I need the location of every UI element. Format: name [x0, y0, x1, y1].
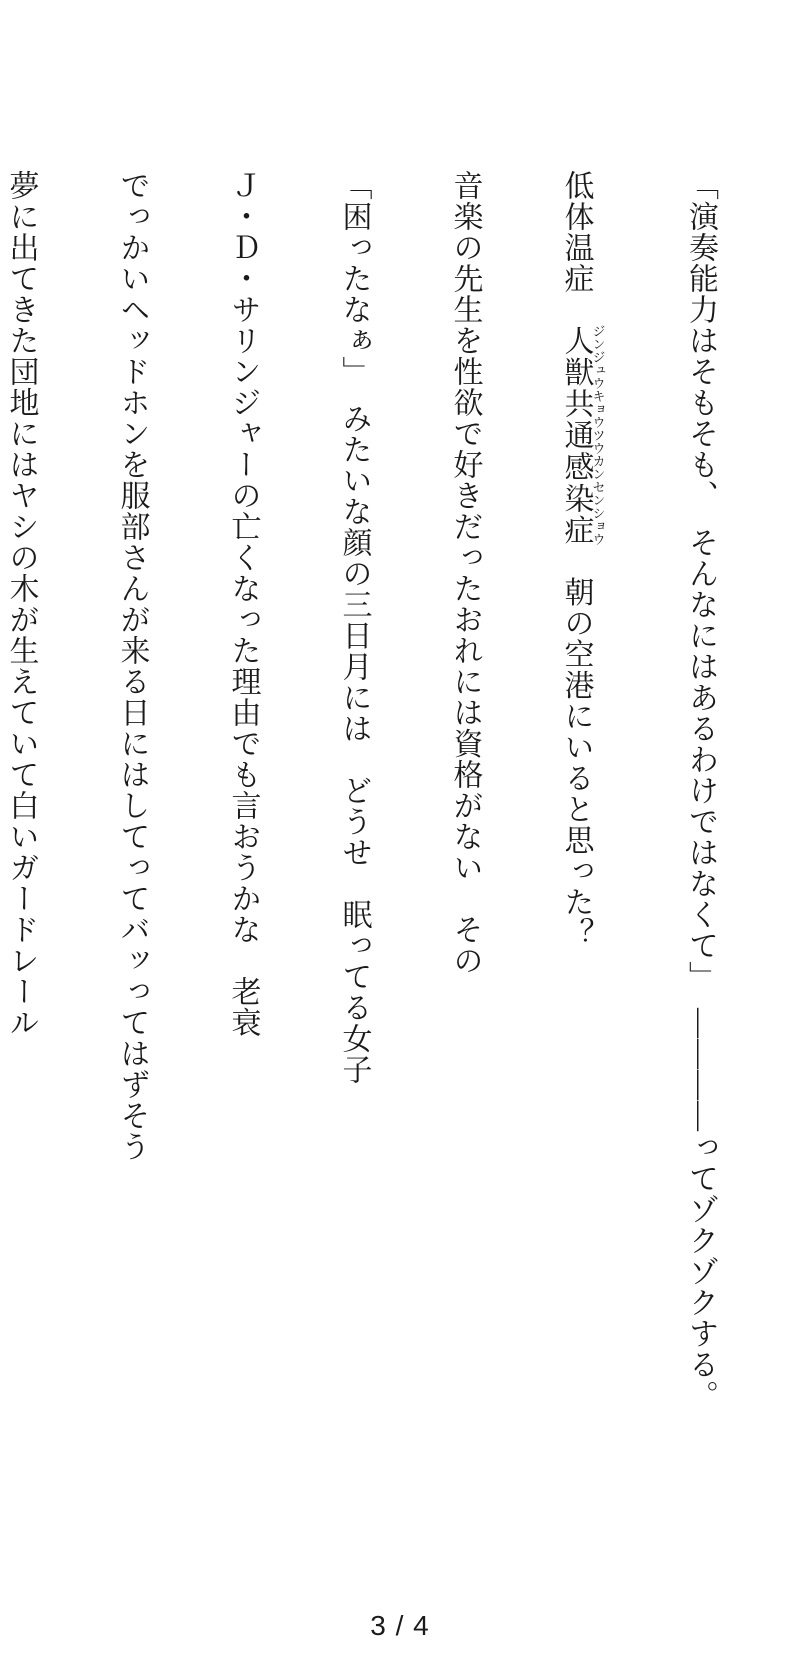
poem-line-1: 「演奏能力はそもそも、 そんなにはあるわけではなくて」 ――――ってゾクゾクする。 — [684, 170, 717, 1411]
poem-line-5: Ｊ・Ｄ・サリンジャーの亡くなった理由でも言おうかな 老衰 — [226, 170, 260, 1038]
poem-page-content — [6, 170, 717, 1470]
poem-line-6: でっかいヘッドホンを服部さんが来る日にはしてってバッってはずそう — [115, 170, 149, 1162]
ruby-annotated-term — [559, 324, 606, 546]
poem-text-post: 朝の空港にいると思った？ — [559, 545, 593, 949]
poem-line-4: 「困ったなぁ」 みたいな顔の三日月には どうせ 眠ってる女子 — [337, 170, 371, 1085]
poem-line-2 — [561, 170, 606, 1470]
poem-text-pre: 低体温症 — [559, 170, 593, 325]
page-indicator: 3 / 4 — [370, 1610, 430, 1641]
furigana-text: ジンジュウキョウツウカンセンショウ — [590, 324, 606, 546]
poem-line-7: 夢に出てきた団地にはヤシの木が生えていて白いガードレール — [4, 170, 38, 1038]
ruby-base-text: 人獣共通感染症 — [559, 324, 593, 546]
poem-line-3: 音楽の先生を性欲で好きだったおれには資格がない その — [448, 170, 482, 976]
